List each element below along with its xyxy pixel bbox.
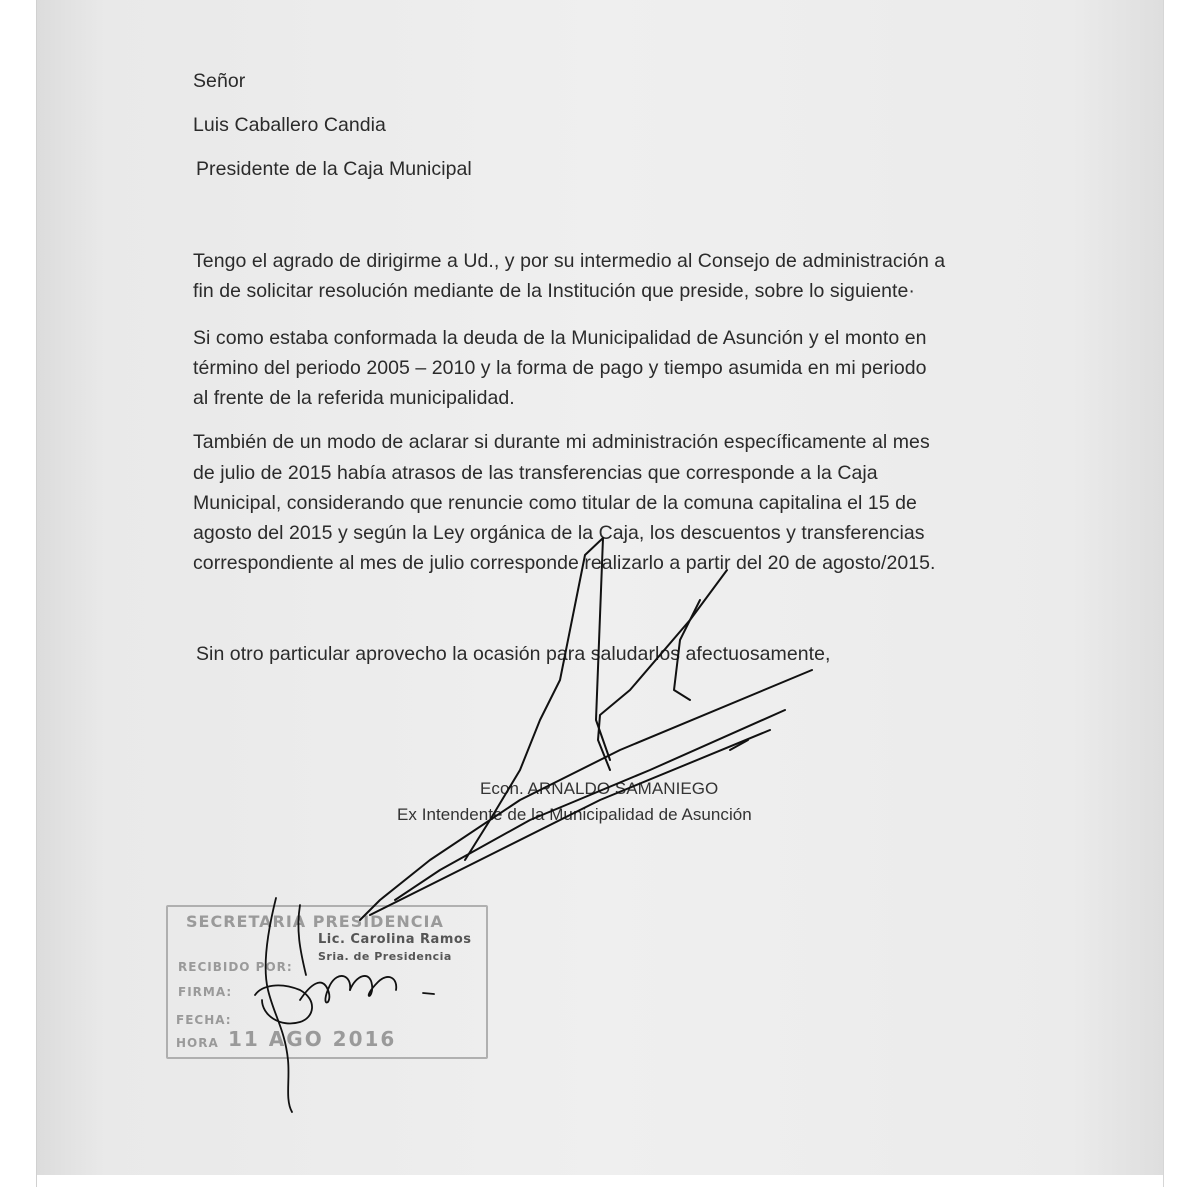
paragraph-line: fin de solicitar resolución mediante de la Institución que preside, sobre lo siguiente· [193,280,915,302]
stamp-signatory: Lic. Carolina Ramos [318,932,472,947]
paragraph-line: Si como estaba conformada la deuda de la Municipalidad de Asunción y el monto en [193,327,927,349]
closing-line: Sin otro particular aprovecho la ocasión para saludarlos afectuosamente, [196,643,831,665]
paragraph-line: También de un modo de aclarar si durante mi administración específicamente al mes [193,431,930,453]
signer-name: Econ. ARNALDO SAMANIEGO [480,779,719,798]
recipient-title: Presidente de la Caja Municipal [196,158,472,180]
recipient-name: Luis Caballero Candia [193,114,386,136]
stamp-label-date: FECHA: [176,1013,232,1027]
paragraph-line: de julio de 2015 había atrasos de las transferencias que corresponde a la Caja [193,462,878,484]
paragraph-line: Municipal, considerando que renuncie como titular de la comuna capitalina el 15 de [193,492,917,514]
paragraph-line: Tengo el agrado de dirigirme a Ud., y por su intermedio al Consejo de administración a [193,250,946,272]
stamp-date: 11 AGO 2016 [228,1027,397,1051]
paragraph-line: término del periodo 2005 – 2010 y la forma de pago y tiempo asumida en mi periodo [193,357,927,379]
stamp-signatory-role: Sria. de Presidencia [318,950,452,963]
paragraph-line: correspondiente al mes de julio corresponde realizarlo a partir del 20 de agosto/2015. [193,552,936,574]
salutation: Señor [193,70,246,92]
signer-title: Ex Intendente de la Municipalidad de Asunción [397,805,752,824]
stamp-label-received: RECIBIDO POR: [178,960,293,974]
stamp-label-time: HORA [176,1036,219,1050]
stamp-header: SECRETARIA PRESIDENCIA [186,912,444,931]
paragraph-line: al frente de la referida municipalidad. [193,387,515,409]
paragraph-line: agosto del 2015 y según la Ley orgánica de la Caja, los descuentos y transferencias [193,522,925,544]
stamp-label-signature: FIRMA: [178,985,233,999]
